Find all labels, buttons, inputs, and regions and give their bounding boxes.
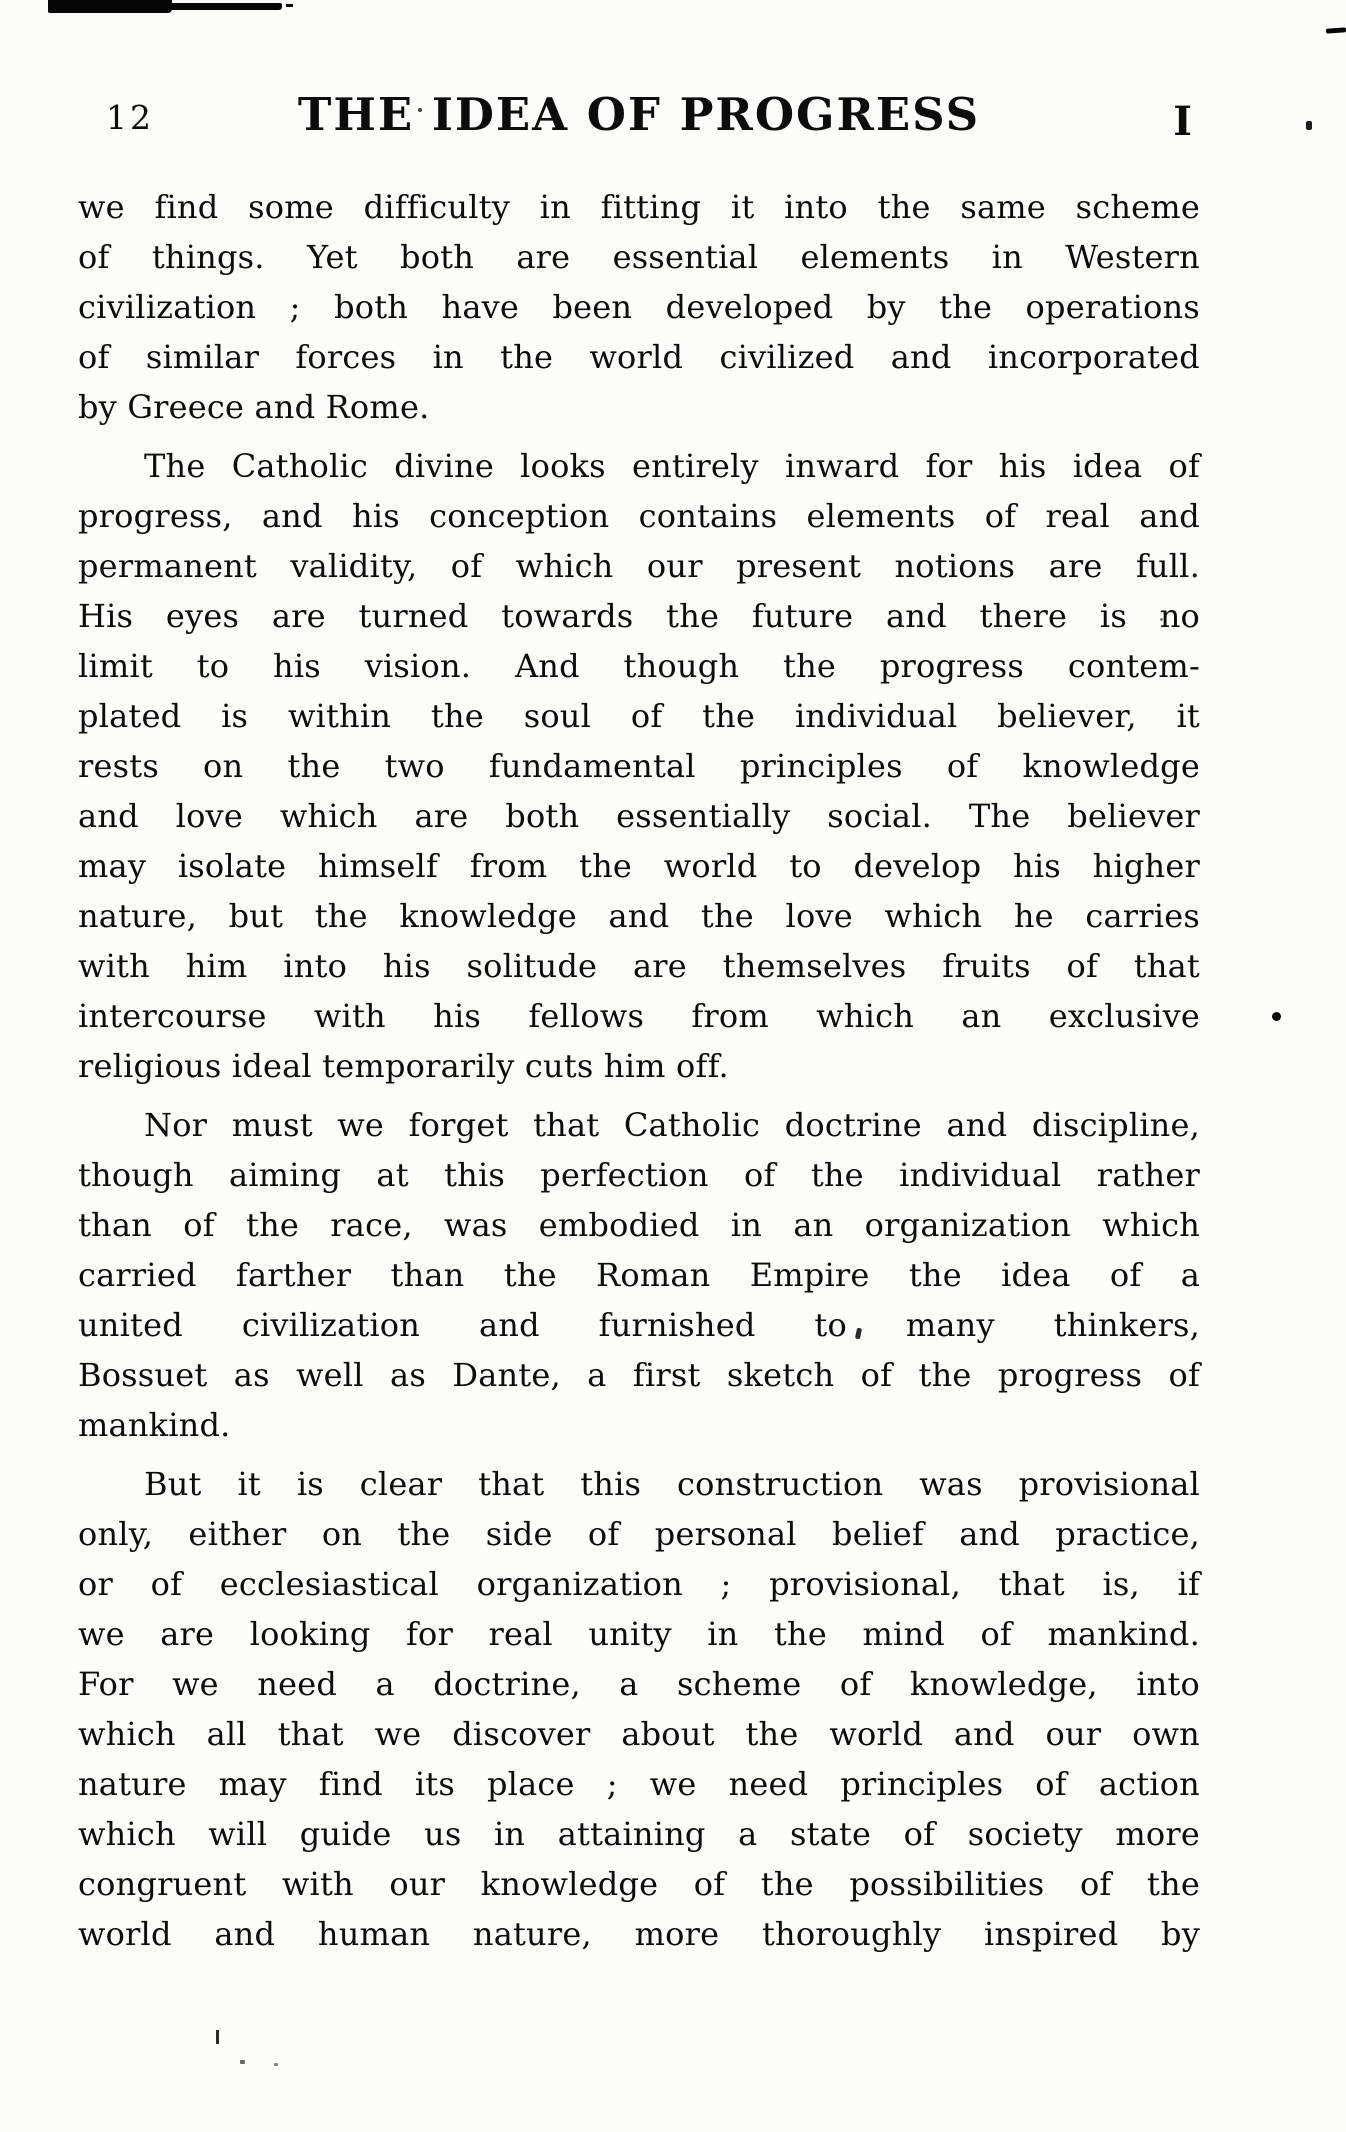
text-line: we are looking for real unity in the mind of mankind.	[78, 1615, 1200, 1653]
text-line: nature may find its place ; we need principles of action	[78, 1765, 1200, 1803]
body-text	[78, 182, 1200, 1959]
scan-artifact-ink-bar	[48, 0, 172, 13]
scan-artifact-margin-ink-dot	[1272, 1012, 1281, 1021]
text-line: than of the race, was embodied in an organization which	[78, 1206, 1200, 1244]
paragraph	[78, 1100, 1200, 1450]
text-line: The Catholic divine looks entirely inward for his idea of	[144, 447, 1200, 485]
text-line: congruent with our knowledge of the possibilities of the	[78, 1865, 1200, 1903]
text-line: religious ideal temporarily cuts him off.	[78, 1047, 729, 1085]
text-line: of things. Yet both are essential elements in Western	[78, 238, 1200, 276]
paragraph	[78, 182, 1200, 432]
text-line: world and human nature, more thoroughly inspired by	[78, 1915, 1200, 1953]
text-line: nature, but the knowledge and the love which he carries	[78, 897, 1200, 935]
text-line: united civilization and furnished to many thinkers,	[78, 1306, 1200, 1344]
text-line: and love which are both essentially social. The believer	[78, 797, 1200, 835]
scan-artifact-dot	[274, 2063, 278, 2066]
text-line: we find some difficulty in fitting it into the same scheme	[78, 188, 1200, 226]
text-line: But it is clear that this construction was provisional	[144, 1465, 1200, 1503]
text-line: with him into his solitude are themselves fruits of that	[78, 947, 1200, 985]
text-line: plated is within the soul of the individual believer, it	[78, 697, 1200, 735]
text-line: rests on the two fundamental principles of knowledge	[78, 747, 1200, 785]
running-head	[78, 88, 1200, 148]
text-line: His eyes are turned towards the future and there is no	[78, 597, 1200, 635]
scan-artifact-tick	[216, 2030, 219, 2044]
text-line: by Greece and Rome.	[78, 388, 430, 426]
text-line: limit to his vision. And though the progress contem-	[78, 647, 1200, 685]
chapter-numeral: I	[1173, 98, 1192, 145]
text-line: may isolate himself from the world to develop his higher	[78, 847, 1200, 885]
text-line: progress, and his conception contains elements of real and	[78, 497, 1200, 535]
text-line: civilization ; both have been developed by the operations	[78, 288, 1200, 326]
text-line: permanent validity, of which our present notions are full.	[78, 547, 1200, 585]
scan-artifact-ink-speck	[286, 4, 293, 7]
text-line: Bossuet as well as Dante, a first sketch of the progress of	[78, 1356, 1200, 1394]
scan-artifact-dot	[240, 2060, 245, 2064]
scan-artifact-speck	[1306, 121, 1312, 130]
paragraph	[78, 441, 1200, 1091]
text-line: carried farther than the Roman Empire the idea of a	[78, 1256, 1200, 1294]
page-number: 12	[106, 98, 154, 137]
page-title: THE IDEA OF PROGRESS	[297, 88, 981, 141]
text-line: of similar forces in the world civilized and incorporated	[78, 338, 1200, 376]
text-line: which will guide us in attaining a state of society more	[78, 1815, 1200, 1853]
scan-artifact-ink-bar-taper	[166, 3, 282, 10]
text-line: only, either on the side of personal belief and practice,	[78, 1515, 1200, 1553]
text-line: Nor must we forget that Catholic doctrine and discipline,	[144, 1106, 1200, 1144]
text-line: though aiming at this perfection of the individual rather	[78, 1156, 1200, 1194]
text-line: which all that we discover about the world and our own	[78, 1715, 1200, 1753]
scan-artifact-corner-dash	[1326, 27, 1346, 33]
text-line: intercourse with his fellows from which an exclusive	[78, 997, 1200, 1035]
text-line: For we need a doctrine, a scheme of knowledge, into	[78, 1665, 1200, 1703]
text-line: or of ecclesiastical organization ; provisional, that is, if	[78, 1565, 1200, 1603]
paragraph	[78, 1459, 1200, 1959]
text-line: mankind.	[78, 1406, 231, 1444]
